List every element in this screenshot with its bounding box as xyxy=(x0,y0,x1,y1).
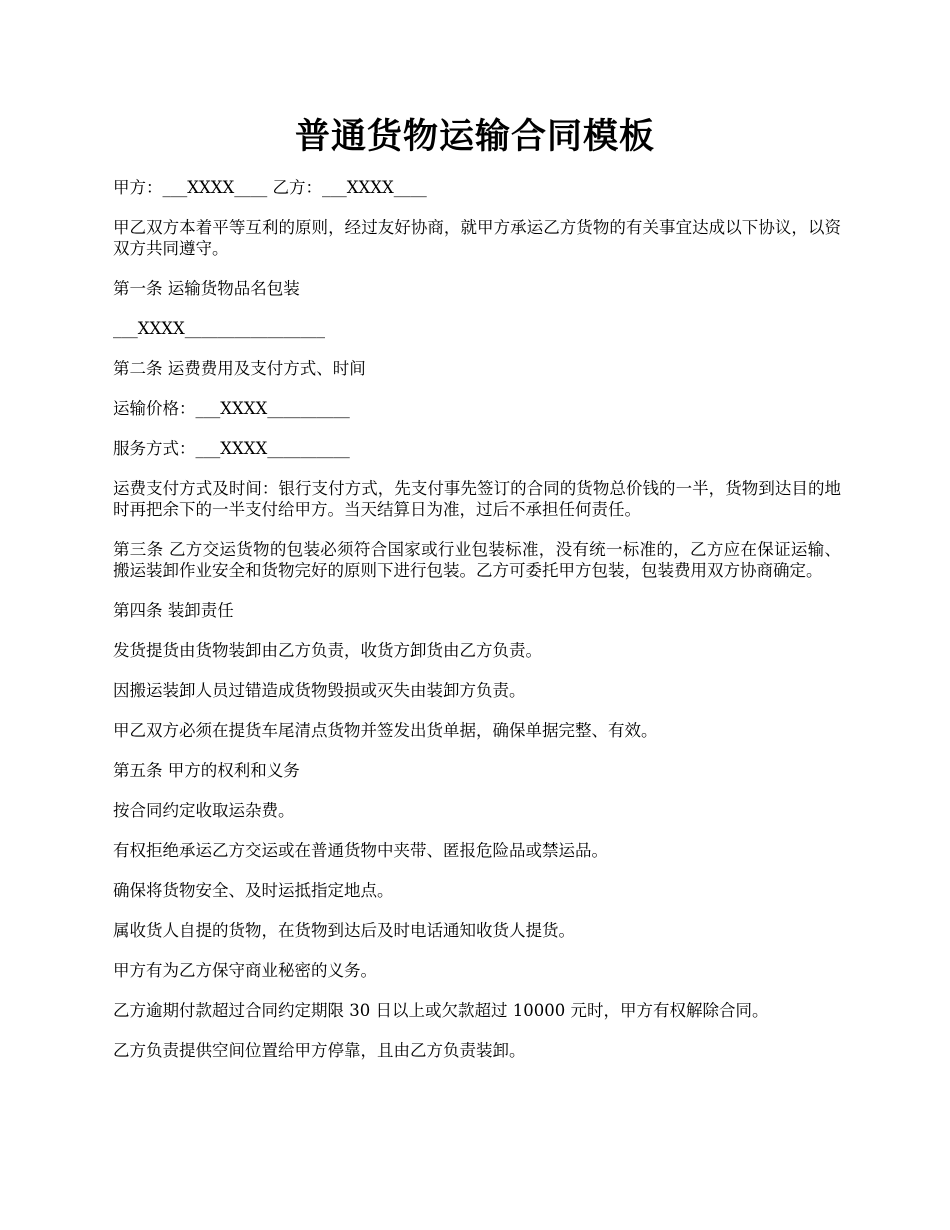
document-body xyxy=(113,177,841,1080)
party-a-clause-3: 确保将货物安全、及时运抵指定地点。 xyxy=(113,881,394,900)
payment-terms-paragraph: 运费支付方式及时间：银行支付方式，先支付事先签订的合同的货物总价钱的一半，货物到达目的地时再把余下的一半支付给甲方。当天结算日为准，过后不承担任何责任。 xyxy=(113,479,841,519)
party-a-clause-5: 甲方有为乙方保守商业秘密的义务。 xyxy=(113,961,377,980)
document-title: 普通货物运输合同模板 xyxy=(294,116,655,157)
article-2-heading: 第二条 运费费用及支付方式、时间 xyxy=(113,359,366,378)
preamble-paragraph: 甲乙双方本着平等互利的原则，经过友好协商，就甲方承运乙方货物的有关事宜达成以下协议，以资双方共同遵守。 xyxy=(113,218,841,258)
party-a-clause-1: 按合同约定收取运杂费。 xyxy=(113,801,295,820)
article-1-heading: 第一条 运输货物品名包装 xyxy=(113,279,300,298)
loading-clause-2: 因搬运装卸人员过错造成货物毁损或灭失由装卸方负责。 xyxy=(113,681,526,700)
party-a-clause-4: 属收货人自提的货物，在货物到达后及时电话通知收货人提货。 xyxy=(113,921,575,940)
article-1-blank: ___XXXX_________________ xyxy=(113,319,325,338)
article-3-paragraph: 第三条 乙方交运货物的包装必须符合国家或行业包装标准，没有统一标准的，乙方应在保证运输、搬运装卸作业安全和货物完好的原则下进行包装。乙方可委托甲方包装，包装费用双方协商确定。 xyxy=(113,540,841,580)
loading-clause-1: 发货提货由货物装卸由乙方负责，收货方卸货由乙方负责。 xyxy=(113,641,542,660)
party-a-clause-2: 有权拒绝承运乙方交运或在普通货物中夹带、匿报危险品或禁运品。 xyxy=(113,841,608,860)
parties-line: 甲方：___XXXX____ 乙方：___XXXX____ xyxy=(113,178,427,197)
loading-clause-3: 甲乙双方必须在提货车尾清点货物并签发出货单据，确保单据完整、有效。 xyxy=(113,721,658,740)
article-5-heading: 第五条 甲方的权利和义务 xyxy=(113,761,300,780)
transport-price-line: 运输价格：___XXXX__________ xyxy=(113,399,350,418)
party-a-clause-7: 乙方负责提供空间位置给甲方停靠，且由乙方负责装卸。 xyxy=(113,1041,526,1060)
party-a-clause-6: 乙方逾期付款超过合同约定期限 30 日以上或欠款超过 10000 元时，甲方有权解除合同。 xyxy=(113,1001,769,1020)
article-4-heading: 第四条 装卸责任 xyxy=(113,601,234,620)
service-method-line: 服务方式：___XXXX__________ xyxy=(113,439,350,458)
